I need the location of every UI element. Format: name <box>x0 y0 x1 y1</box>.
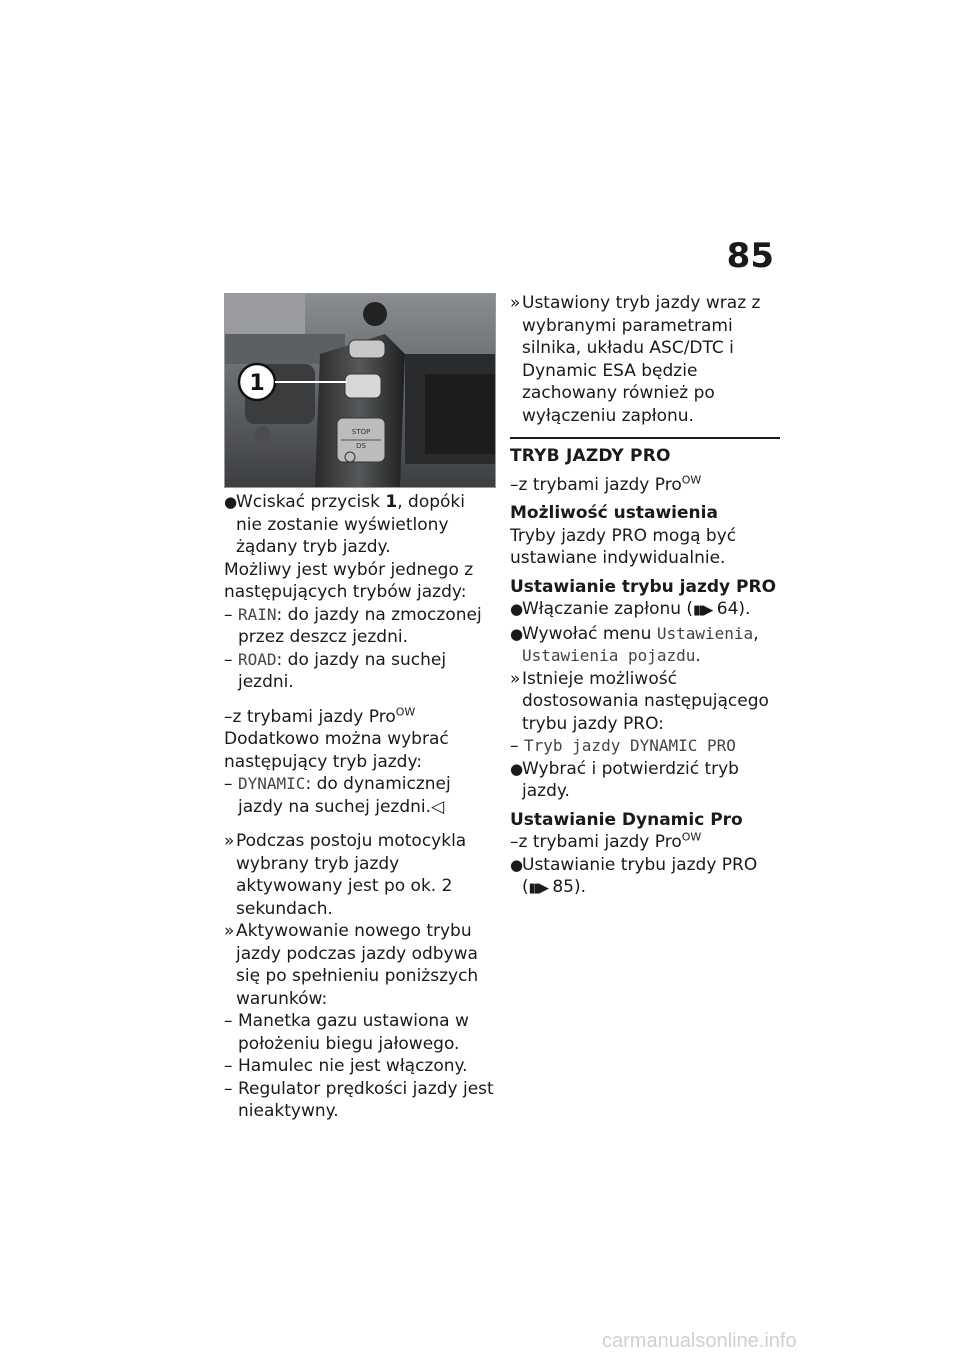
condition-throttle: – Manetka gazu ustawiona w położeniu biegu jałowego. <box>224 1011 469 1054</box>
bullet-ignition-on: ● Włączanie zapłonu (▮▮▶ 64). <box>510 599 751 619</box>
bullet-select-confirm: ● Wybrać i potwierdzić tryb jazdy. <box>510 758 739 801</box>
mode-rain: – RAIN: do jazdy na zmoczonej przez deszcz jezdni. <box>224 604 482 647</box>
handlebar-illustration <box>225 294 495 487</box>
condition-cruise-control: – Regulator prędkości jazdy jest nieaktywny. <box>224 1078 494 1121</box>
page-ref-arrow-icon: ▮▮▶ <box>528 881 547 896</box>
right-column <box>510 292 780 901</box>
left-column <box>224 491 496 1123</box>
handlebar-photo <box>224 293 496 488</box>
subheading-dynamic-pro: Ustawianie Dynamic Pro <box>510 809 743 830</box>
subheading-adjustability: Możliwość ustawienia <box>510 503 718 523</box>
adjustability-text: Tryby jazdy PRO mogą być ustawiane indywidualnie. <box>510 525 737 568</box>
callout-number: 1 <box>249 371 265 396</box>
section-heading: TRYB JAZDY PRO <box>510 437 780 468</box>
ds-label: DS <box>356 442 366 450</box>
condition-brake: – Hamulec nie jest włączony. <box>224 1056 468 1076</box>
mode-road: – ROAD: do jazdy na suchej jezdni. <box>224 649 447 692</box>
condition-pro-modes: –z trybami jazdy Pro$^{OW}$ <box>224 704 416 727</box>
result-while-riding: » Aktywowanie nowego trybu jazdy podczas jazdy odbywa się po spełnieniu poniższych warunków: <box>224 921 479 1009</box>
condition-pro-modes: –z trybami jazdy Pro$^{OW}$ <box>510 472 702 495</box>
bullet-press-button: ● Wciskać przycisk 1, dopóki nie zostanie wyświetlony żądany tryb jazdy. <box>224 492 465 557</box>
stop-label: STOP <box>351 428 371 436</box>
result-mode-kept: » Ustawiony tryb jazdy wraz z wybranymi parametrami silnika, układu ASC/DTC i Dynamic ESA będzie zachowany również po wyłączeniu zapłonu. <box>510 293 761 426</box>
mode-dynamic: – DYNAMIC: do dynamicznej jazdy na suchej jezdni.◁ <box>224 774 451 817</box>
page-number: 85 <box>726 236 774 276</box>
additional-mode-text: Dodatkowo można wybrać następujący tryb jazdy: <box>224 729 449 772</box>
mode-dynamic-pro: – Tryb jazdy DYNAMIC PRO <box>510 736 736 756</box>
result-standstill: » Podczas postoju motocykla wybrany tryb jazdy aktywowany jest po ok. 2 sekundach. <box>224 831 467 919</box>
bullet-set-pro-mode: ● Ustawianie trybu jazdy PRO (▮▮▶ 85). <box>510 854 758 897</box>
page-ref-arrow-icon: ▮▮▶ <box>693 603 712 618</box>
footer-watermark: carmanualsonline.info <box>602 1330 797 1352</box>
condition-pro-modes-2: –z trybami jazdy Pro$^{OW}$ <box>510 830 702 852</box>
page-ref-link[interactable]: 64 <box>716 599 739 619</box>
bullet-open-menu: ● Wywołać menu Ustawienia, Ustawienia pojazdu. <box>510 623 759 666</box>
possible-selection-text: Możliwy jest wybór jednego z następujących trybów jazdy: <box>224 559 474 602</box>
result-adjustable: » Istnieje możliwość dostosowania następującego trybu jazdy PRO: <box>510 668 769 734</box>
page-ref-link[interactable]: 85 <box>552 877 574 897</box>
subheading-set-pro-mode: Ustawianie trybu jazdy PRO <box>510 576 777 597</box>
